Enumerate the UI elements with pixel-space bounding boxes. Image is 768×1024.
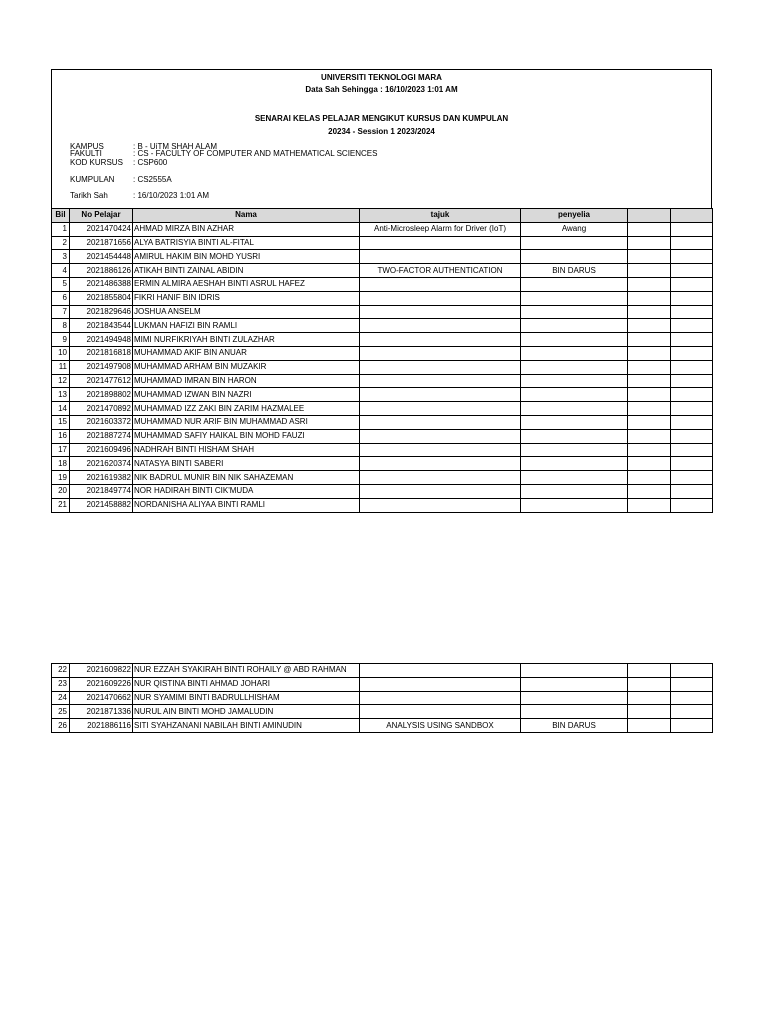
cell-penyelia xyxy=(521,677,628,691)
cell-bil: 17 xyxy=(52,443,70,457)
cell-no-pelajar: 2021603372 xyxy=(70,415,133,429)
cell-blank-2 xyxy=(671,457,713,471)
cell-nama: NATASYA BINTI SABERI xyxy=(133,457,360,471)
cell-blank-1 xyxy=(628,498,671,512)
cell-bil: 16 xyxy=(52,429,70,443)
cell-blank-2 xyxy=(671,291,713,305)
table-row xyxy=(52,236,713,250)
cell-blank-2 xyxy=(671,264,713,278)
cell-bil: 24 xyxy=(52,691,70,705)
cell-bil: 5 xyxy=(52,277,70,291)
cell-penyelia: BIN DARUS xyxy=(521,264,628,278)
cell-bil: 21 xyxy=(52,498,70,512)
cell-blank-1 xyxy=(628,305,671,319)
cell-bil: 22 xyxy=(52,664,70,678)
cell-tajuk xyxy=(360,498,521,512)
cell-tajuk xyxy=(360,484,521,498)
cell-no-pelajar: 2021886126 xyxy=(70,264,133,278)
cell-nama: NUR SYAMIMI BINTI BADRULLHISHAM xyxy=(133,691,360,705)
cell-penyelia xyxy=(521,705,628,719)
cell-penyelia xyxy=(521,402,628,416)
cell-penyelia xyxy=(521,443,628,457)
cell-blank-2 xyxy=(671,691,713,705)
cell-blank-2 xyxy=(671,250,713,264)
cell-blank-1 xyxy=(628,250,671,264)
cell-penyelia xyxy=(521,457,628,471)
university-name: UNIVERSITI TEKNOLOGI MARA xyxy=(321,73,442,82)
tarikh-value: : 16/10/2023 1:01 AM xyxy=(133,191,210,200)
cell-nama: AMIRUL HAKIM BIN MOHD YUSRI xyxy=(133,250,360,264)
cell-bil: 19 xyxy=(52,471,70,485)
cell-nama: MUHAMMAD NUR ARIF BIN MUHAMMAD ASRI xyxy=(133,415,360,429)
table-header-row xyxy=(52,209,713,223)
cell-tajuk xyxy=(360,250,521,264)
table-row xyxy=(52,291,713,305)
document-header xyxy=(51,69,712,208)
table-row xyxy=(52,705,713,719)
cell-no-pelajar: 2021886116 xyxy=(70,719,133,733)
cell-blank-1 xyxy=(628,346,671,360)
cell-blank-2 xyxy=(671,402,713,416)
cell-bil: 23 xyxy=(52,677,70,691)
cell-penyelia: Awang xyxy=(521,222,628,236)
cell-penyelia: BIN DARUS xyxy=(521,719,628,733)
session-line: 20234 - Session 1 2023/2024 xyxy=(328,127,435,136)
kod-value: : CSP600 xyxy=(133,158,168,167)
cell-no-pelajar: 2021486388 xyxy=(70,277,133,291)
cell-tajuk: Anti-Microsleep Alarm for Driver (IoT) xyxy=(360,222,521,236)
cell-penyelia xyxy=(521,498,628,512)
cell-blank-1 xyxy=(628,471,671,485)
cell-blank-2 xyxy=(671,305,713,319)
cell-bil: 1 xyxy=(52,222,70,236)
col-header-blank-1 xyxy=(628,209,671,223)
table-row xyxy=(52,691,713,705)
cell-blank-2 xyxy=(671,388,713,402)
cell-blank-2 xyxy=(671,415,713,429)
cell-bil: 9 xyxy=(52,333,70,347)
meta-tarikh-sah xyxy=(70,191,209,200)
cell-blank-1 xyxy=(628,374,671,388)
col-header-tajuk: tajuk xyxy=(360,209,521,223)
cell-blank-2 xyxy=(671,443,713,457)
cell-bil: 20 xyxy=(52,484,70,498)
cell-blank-2 xyxy=(671,484,713,498)
cell-penyelia xyxy=(521,333,628,347)
cell-blank-1 xyxy=(628,277,671,291)
meta-fakulti xyxy=(70,149,377,158)
cell-no-pelajar: 2021609496 xyxy=(70,443,133,457)
kumpulan-label: KUMPULAN xyxy=(70,175,115,184)
cell-nama: NOR HADIRAH BINTI CIK'MUDA xyxy=(133,484,360,498)
cell-penyelia xyxy=(521,471,628,485)
table-row xyxy=(52,498,713,512)
cell-blank-1 xyxy=(628,402,671,416)
cell-no-pelajar: 2021843544 xyxy=(70,319,133,333)
cell-no-pelajar: 2021619382 xyxy=(70,471,133,485)
cell-no-pelajar: 2021855804 xyxy=(70,291,133,305)
cell-nama: NURUL AIN BINTI MOHD JAMALUDIN xyxy=(133,705,360,719)
student-table-page1 xyxy=(51,208,713,513)
table-row xyxy=(52,664,713,678)
cell-no-pelajar: 2021871656 xyxy=(70,236,133,250)
cell-bil: 18 xyxy=(52,457,70,471)
cell-blank-2 xyxy=(671,677,713,691)
col-header-bil: Bil xyxy=(52,209,70,223)
cell-no-pelajar: 2021494948 xyxy=(70,333,133,347)
cell-nama: ATIKAH BINTI ZAINAL ABIDIN xyxy=(133,264,360,278)
cell-no-pelajar: 2021849774 xyxy=(70,484,133,498)
cell-penyelia xyxy=(521,277,628,291)
cell-blank-1 xyxy=(628,691,671,705)
cell-nama: MUHAMMAD IZZ ZAKI BIN ZARIM HAZMALEE xyxy=(133,402,360,416)
table-row xyxy=(52,484,713,498)
cell-blank-1 xyxy=(628,222,671,236)
table-row xyxy=(52,250,713,264)
cell-tajuk xyxy=(360,236,521,250)
cell-bil: 11 xyxy=(52,360,70,374)
sheet-page2 xyxy=(51,663,712,733)
cell-tajuk xyxy=(360,705,521,719)
cell-penyelia xyxy=(521,236,628,250)
cell-nama: MUHAMMAD IMRAN BIN HARON xyxy=(133,374,360,388)
cell-tajuk xyxy=(360,677,521,691)
student-table-page2 xyxy=(51,663,713,733)
cell-tajuk xyxy=(360,374,521,388)
cell-no-pelajar: 2021871336 xyxy=(70,705,133,719)
table-row xyxy=(52,471,713,485)
cell-penyelia xyxy=(521,429,628,443)
cell-nama: MUHAMMAD SAFIY HAIKAL BIN MOHD FAUZI xyxy=(133,429,360,443)
table-row xyxy=(52,719,713,733)
cell-blank-1 xyxy=(628,484,671,498)
cell-penyelia xyxy=(521,664,628,678)
cell-blank-1 xyxy=(628,264,671,278)
fakulti-value: : CS - FACULTY OF COMPUTER AND MATHEMATICAL SCIENCES xyxy=(133,149,378,158)
cell-tajuk xyxy=(360,691,521,705)
col-header-blank-2 xyxy=(671,209,713,223)
cell-nama: AHMAD MIRZA BIN AZHAR xyxy=(133,222,360,236)
cell-tajuk xyxy=(360,415,521,429)
cell-blank-1 xyxy=(628,360,671,374)
cell-blank-1 xyxy=(628,291,671,305)
cell-bil: 14 xyxy=(52,402,70,416)
cell-no-pelajar: 2021477612 xyxy=(70,374,133,388)
cell-penyelia xyxy=(521,360,628,374)
table-row xyxy=(52,415,713,429)
table-row xyxy=(52,402,713,416)
table-row xyxy=(52,429,713,443)
cell-blank-2 xyxy=(671,333,713,347)
table-row xyxy=(52,277,713,291)
cell-nama: MIMI NURFIKRIYAH BINTI ZULAZHAR xyxy=(133,333,360,347)
cell-nama: JOSHUA ANSELM xyxy=(133,305,360,319)
cell-penyelia xyxy=(521,691,628,705)
cell-blank-2 xyxy=(671,705,713,719)
cell-blank-2 xyxy=(671,319,713,333)
col-header-nama: Nama xyxy=(133,209,360,223)
table-row xyxy=(52,222,713,236)
cell-no-pelajar: 2021609822 xyxy=(70,664,133,678)
cell-penyelia xyxy=(521,305,628,319)
cell-penyelia xyxy=(521,346,628,360)
cell-tajuk xyxy=(360,388,521,402)
cell-blank-2 xyxy=(671,429,713,443)
cell-bil: 26 xyxy=(52,719,70,733)
cell-tajuk xyxy=(360,402,521,416)
table-body-page2 xyxy=(52,664,713,733)
cell-bil: 25 xyxy=(52,705,70,719)
cell-bil: 10 xyxy=(52,346,70,360)
cell-blank-2 xyxy=(671,236,713,250)
cell-penyelia xyxy=(521,250,628,264)
cell-tajuk xyxy=(360,346,521,360)
cell-blank-2 xyxy=(671,664,713,678)
kampus-value: : B - UiTM SHAH ALAM xyxy=(133,142,218,151)
cell-bil: 8 xyxy=(52,319,70,333)
table-row xyxy=(52,374,713,388)
cell-blank-2 xyxy=(671,360,713,374)
cell-blank-2 xyxy=(671,374,713,388)
tarikh-label: Tarikh Sah xyxy=(70,191,108,200)
data-sah-line: Data Sah Sehingga : 16/10/2023 1:01 AM xyxy=(305,85,458,94)
cell-blank-1 xyxy=(628,457,671,471)
meta-kumpulan xyxy=(70,175,172,184)
col-header-penyelia: penyelia xyxy=(521,209,628,223)
class-list-sheet xyxy=(51,69,712,513)
table-row xyxy=(52,360,713,374)
cell-blank-1 xyxy=(628,236,671,250)
cell-tajuk xyxy=(360,291,521,305)
cell-blank-1 xyxy=(628,429,671,443)
cell-blank-1 xyxy=(628,388,671,402)
cell-tajuk xyxy=(360,319,521,333)
cell-bil: 6 xyxy=(52,291,70,305)
table-row xyxy=(52,457,713,471)
cell-nama: NIK BADRUL MUNIR BIN NIK SAHAZEMAN xyxy=(133,471,360,485)
kumpulan-value: : CS2555A xyxy=(133,175,172,184)
cell-penyelia xyxy=(521,291,628,305)
cell-blank-2 xyxy=(671,471,713,485)
table-row xyxy=(52,388,713,402)
cell-penyelia xyxy=(521,319,628,333)
cell-blank-2 xyxy=(671,222,713,236)
table-row xyxy=(52,677,713,691)
cell-no-pelajar: 2021609226 xyxy=(70,677,133,691)
table-row xyxy=(52,319,713,333)
cell-penyelia xyxy=(521,415,628,429)
meta-kod-kursus xyxy=(70,158,167,167)
cell-no-pelajar: 2021470892 xyxy=(70,402,133,416)
cell-blank-1 xyxy=(628,443,671,457)
cell-tajuk xyxy=(360,333,521,347)
cell-no-pelajar: 2021470662 xyxy=(70,691,133,705)
cell-bil: 4 xyxy=(52,264,70,278)
cell-nama: LUKMAN HAFIZI BIN RAMLI xyxy=(133,319,360,333)
document-title: SENARAI KELAS PELAJAR MENGIKUT KURSUS DAN KUMPULAN xyxy=(254,114,509,123)
cell-nama: NUR EZZAH SYAKIRAH BINTI ROHAILY @ ABD RAHMAN xyxy=(133,664,360,678)
cell-no-pelajar: 2021887274 xyxy=(70,429,133,443)
cell-tajuk: TWO-FACTOR AUTHENTICATION xyxy=(360,264,521,278)
cell-blank-1 xyxy=(628,415,671,429)
cell-blank-2 xyxy=(671,719,713,733)
table-row xyxy=(52,264,713,278)
cell-no-pelajar: 2021829646 xyxy=(70,305,133,319)
cell-no-pelajar: 2021620374 xyxy=(70,457,133,471)
cell-tajuk xyxy=(360,360,521,374)
cell-penyelia xyxy=(521,484,628,498)
cell-bil: 2 xyxy=(52,236,70,250)
cell-nama: MUHAMMAD AKIF BIN ANUAR xyxy=(133,346,360,360)
cell-tajuk xyxy=(360,305,521,319)
cell-blank-1 xyxy=(628,333,671,347)
cell-no-pelajar: 2021816818 xyxy=(70,346,133,360)
cell-tajuk xyxy=(360,429,521,443)
cell-no-pelajar: 2021454448 xyxy=(70,250,133,264)
cell-tajuk xyxy=(360,457,521,471)
cell-no-pelajar: 2021497908 xyxy=(70,360,133,374)
cell-no-pelajar: 2021470424 xyxy=(70,222,133,236)
cell-nama: SITI SYAHZANANI NABILAH BINTI AMINUDIN xyxy=(133,719,360,733)
cell-blank-1 xyxy=(628,705,671,719)
cell-tajuk xyxy=(360,664,521,678)
cell-penyelia xyxy=(521,374,628,388)
cell-blank-1 xyxy=(628,319,671,333)
cell-nama: MUHAMMAD IZWAN BIN NAZRI xyxy=(133,388,360,402)
cell-penyelia xyxy=(521,388,628,402)
cell-nama: MUHAMMAD ARHAM BIN MUZAKIR xyxy=(133,360,360,374)
kod-label: KOD KURSUS xyxy=(70,158,123,167)
cell-nama: NUR QISTINA BINTI AHMAD JOHARI xyxy=(133,677,360,691)
cell-nama: NORDANISHA ALIYAA BINTI RAMLI xyxy=(133,498,360,512)
cell-bil: 3 xyxy=(52,250,70,264)
cell-blank-1 xyxy=(628,719,671,733)
cell-blank-2 xyxy=(671,277,713,291)
cell-no-pelajar: 2021898802 xyxy=(70,388,133,402)
cell-nama: NADHRAH BINTI HISHAM SHAH xyxy=(133,443,360,457)
cell-tajuk: ANALYSIS USING SANDBOX xyxy=(360,719,521,733)
kampus-label: KAMPUS xyxy=(70,142,104,151)
cell-tajuk xyxy=(360,443,521,457)
cell-tajuk xyxy=(360,277,521,291)
cell-bil: 13 xyxy=(52,388,70,402)
cell-blank-1 xyxy=(628,677,671,691)
col-header-no-pelajar: No Pelajar xyxy=(70,209,133,223)
table-row xyxy=(52,443,713,457)
cell-tajuk xyxy=(360,471,521,485)
table-body-page1 xyxy=(52,222,713,512)
fakulti-label: FAKULTI xyxy=(70,149,102,158)
cell-bil: 12 xyxy=(52,374,70,388)
cell-blank-2 xyxy=(671,498,713,512)
cell-nama: ALYA BATRISYIA BINTI AL-FITAL xyxy=(133,236,360,250)
table-row xyxy=(52,346,713,360)
cell-nama: FIKRI HANIF BIN IDRIS xyxy=(133,291,360,305)
cell-blank-2 xyxy=(671,346,713,360)
cell-bil: 7 xyxy=(52,305,70,319)
cell-no-pelajar: 2021458882 xyxy=(70,498,133,512)
table-row xyxy=(52,333,713,347)
cell-blank-1 xyxy=(628,664,671,678)
table-row xyxy=(52,305,713,319)
cell-nama: ERMIN ALMIRA AESHAH BINTI ASRUL HAFEZ xyxy=(133,277,360,291)
cell-bil: 15 xyxy=(52,415,70,429)
